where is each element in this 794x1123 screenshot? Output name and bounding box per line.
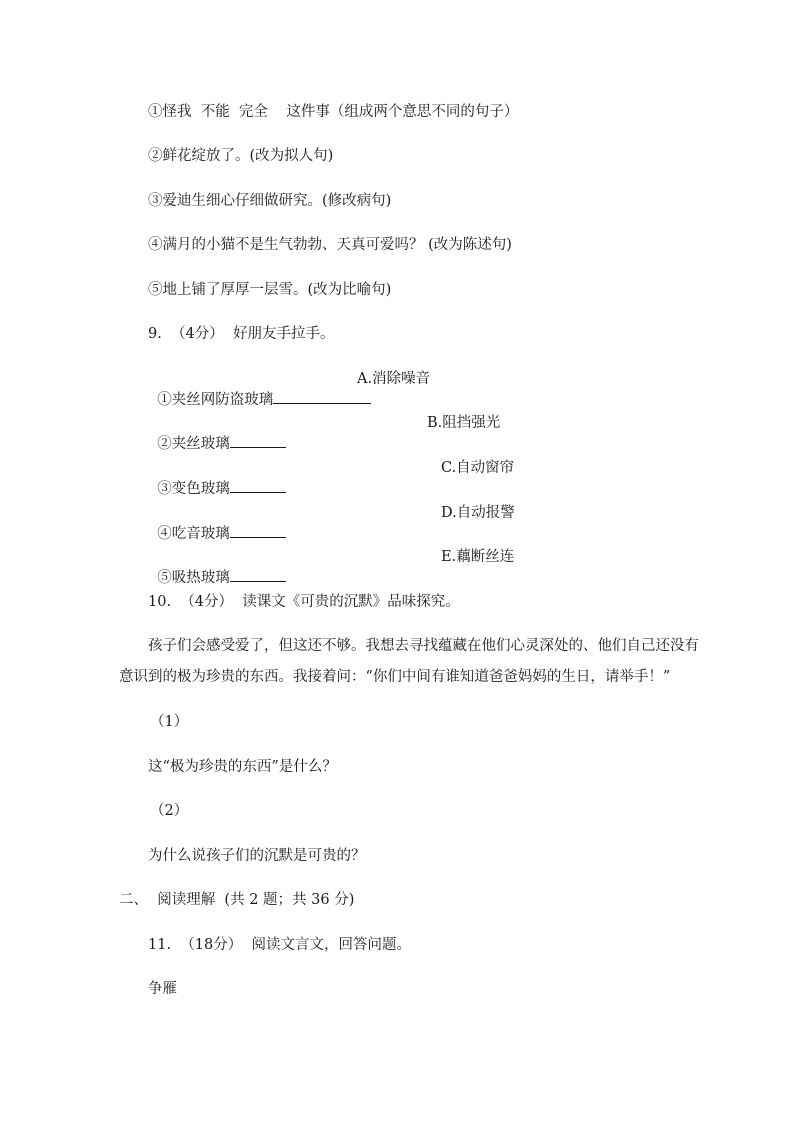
q9-left-4-label: ④吃音玻璃 [157,526,230,542]
q9-left-1-label: ①夹丝网防盗玻璃 [157,392,274,408]
q11-title: 11. （18分） 阅读文言文，回答问题。 [148,937,411,953]
q9-right-e: E.藕断丝连 [441,549,515,565]
q10-sub2-number: （2） [150,803,189,819]
q9-right-c: C.自动窗帘 [441,460,515,476]
rewrite-item-3: ③爱迪生细心仔细做研究。(修改病句) [148,193,392,209]
q9-left-3 [148,458,286,499]
q9-blank-5[interactable] [230,567,286,582]
q9-right-b: B.阻挡强光 [427,415,501,431]
rewrite-item-2: ②鲜花绽放了。(改为拟人句) [148,148,334,164]
q9-blank-4[interactable] [230,523,286,538]
q10-passage-line-1: 孩子们会感受爱了，但这还不够。我想去寻找蕴藏在他们心灵深处的、他们自己还没有 [148,638,699,654]
q10-sub2-text: 为什么说孩子们的沉默是可贵的？ [148,848,366,864]
q9-left-5-label: ⑤吸热玻璃 [157,570,230,586]
q10-passage-line-2: 意识到的极为珍贵的东西。我接着问：“你们中间有谁知道爸爸妈妈的生日，请举手！” [119,669,671,685]
q9-blank-3[interactable] [230,478,286,493]
q9-title: 9. （4分） 好朋友手拉手。 [148,326,335,342]
q9-left-4 [148,503,286,544]
q9-blank-1[interactable] [273,389,371,404]
q9-blank-2[interactable] [230,433,286,448]
rewrite-item-5: ⑤地上铺了厚厚一层雪。(改为比喻句) [148,282,392,298]
rewrite-item-1: ①怪我 不能 完全 这件事（组成两个意思不同的句子） [148,104,519,120]
q9-left-2-label: ②夹丝玻璃 [157,436,230,452]
q9-left-1 [148,369,371,410]
q10-title: 10. （4分） 读课文《可贵的沉默》品味探究。 [148,594,460,610]
q10-sub1-text: 这“极为珍贵的东西”是什么？ [148,759,337,775]
q11-passage-heading: 争雁 [148,981,177,997]
q10-sub1-number: （1） [150,714,189,730]
q9-left-5 [148,547,286,588]
q9-left-3-label: ③变色玻璃 [157,481,230,497]
rewrite-item-4: ④满月的小猫不是生气勃勃、天真可爱吗？ (改为陈述句) [148,237,512,253]
q9-right-a: A.消除噪音 [357,371,431,387]
section-2-title: 二、 阅读理解 (共 2 题；共 36 分) [119,892,355,908]
q9-right-d: D.自动报警 [441,505,515,521]
q9-left-2 [148,413,286,454]
